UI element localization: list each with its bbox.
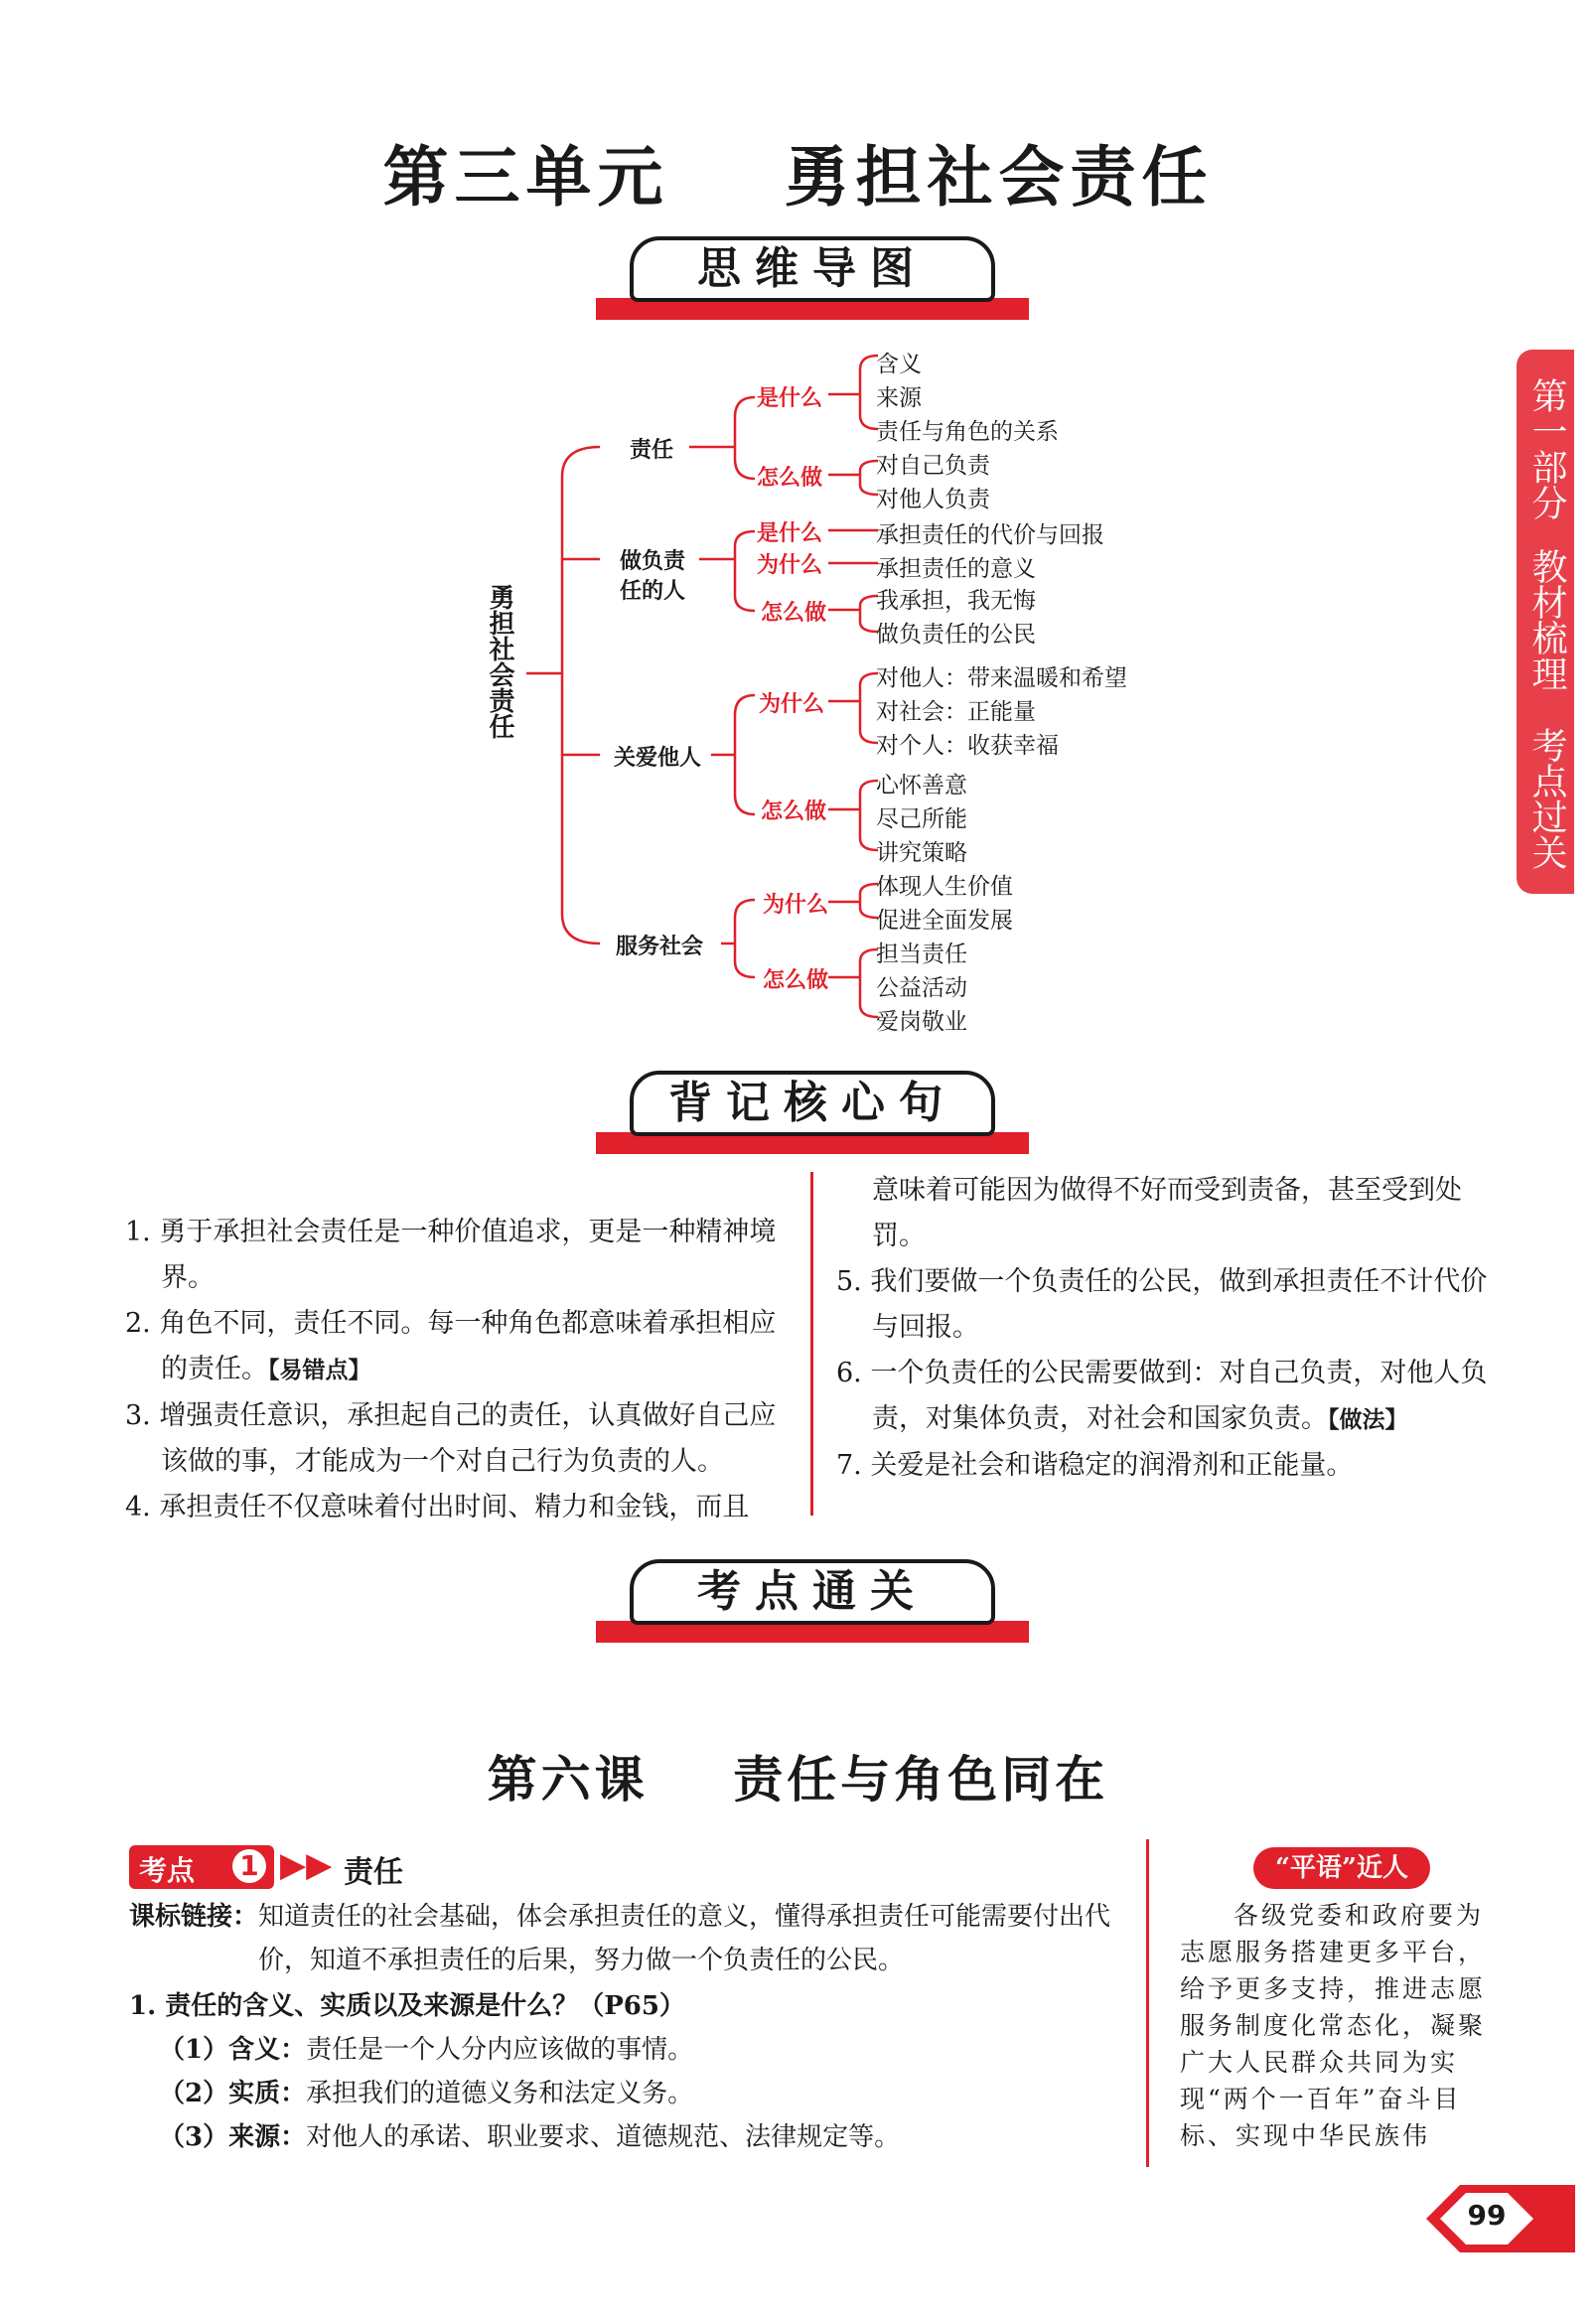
sidebar-divider: [1146, 1839, 1149, 2167]
core-sentence: 7. 关爱是社会和谐稳定的润滑剂和正能量。: [836, 1450, 1354, 1481]
leaf-item: 做负责任的公民: [876, 622, 1036, 648]
curriculum-link: 课标链接：知道责任的社会基础，体会承担责任的意义，懂得承担责任可能需要付出代价，知道不承担责任的后果，努力做一个负责任的公民。: [129, 1902, 1111, 1975]
core-sentence: 6. 一个负责任的公民需要做到：对自己负责，对他人负责，对集体负责，对社会和国家负责。【做法】: [836, 1358, 1488, 1434]
leaf-item: 担当责任: [876, 942, 967, 967]
sidebar-text: 各级党委和政府要为志愿服务搭建更多平台，给予更多支持，推进志愿服务制度化常态化，凝聚广大人民群众共同为实现“两个一百年”奋斗目标、实现中华民族伟: [1180, 1901, 1487, 2150]
core-sentence: 1. 勇于承担社会责任是一种价值追求，更是一种精神境界。: [125, 1217, 777, 1293]
leaf-item: 我承担，我无悔: [876, 588, 1036, 614]
side-tab-section: 教材梳理: [1526, 548, 1567, 691]
leaf-item: 促进全面发展: [876, 908, 1013, 934]
core-sentence: 5. 我们要做一个负责任的公民，做到承担责任不计代价与回报。: [836, 1266, 1488, 1343]
leaf-item: 爱岗敬业: [876, 1009, 967, 1035]
leaf-item: 对自己负责: [876, 453, 990, 479]
method-tag: 【做法】: [1328, 1407, 1408, 1433]
label-what: 是什么: [757, 521, 823, 546]
kaodian-body: [129, 1895, 1128, 2159]
leaf-item: 对个人：收获幸福: [876, 733, 1059, 759]
node-responsibility: 责任: [630, 438, 674, 463]
core-sentence-cont: 意味着可能因为做得不好而受到责备，甚至受到处罚。: [872, 1175, 1462, 1251]
label-how: 怎么做: [761, 601, 827, 626]
leaf-item: 公益活动: [876, 975, 967, 1001]
column-divider: [810, 1172, 813, 1516]
core-sentence: 2. 角色不同，责任不同。每一种角色都意味着承担相应的责任。【易错点】: [125, 1308, 777, 1384]
leaf-item: 来源: [876, 385, 922, 411]
side-tab-sub: 考点过关: [1526, 727, 1567, 870]
mind-map-root: 勇担社会责任: [485, 584, 514, 739]
error-tag: 【易错点】: [268, 1358, 371, 1383]
node-responsible-person-l1: 做负责: [620, 549, 686, 574]
leaf-item: 心怀善意: [876, 773, 967, 798]
kaodian-number: 1: [232, 1849, 266, 1883]
side-tab-part: 第一部分: [1526, 377, 1567, 520]
core-sentence: 3. 增强责任意识，承担起自己的责任，认真做好自己应该做的事，才能成为一个对自己行为负责的人。: [125, 1400, 777, 1477]
leaf-item: 体现人生价值: [876, 874, 1013, 900]
node-care: 关爱他人: [614, 746, 702, 771]
label-how: 怎么做: [757, 466, 823, 491]
node-responsible-person-l2: 任的人: [620, 579, 686, 604]
page-number: 99: [1467, 2199, 1507, 2232]
page-number-badge: [1426, 2185, 1575, 2252]
leaf-item: 讲究策略: [876, 840, 967, 866]
leaf-item: 对他人负责: [876, 487, 990, 512]
leaf-item: 含义: [876, 352, 922, 377]
question-1: 1. 责任的含义、实质以及来源是什么？（P65）: [129, 1991, 685, 2021]
label-why: 为什么: [759, 692, 825, 717]
label-how: 怎么做: [761, 799, 827, 824]
node-serve: 服务社会: [616, 935, 704, 959]
core-left-column: [125, 1210, 795, 1530]
label-why: 为什么: [763, 893, 829, 918]
answer-essence: （2）实质：承担我们的道德义务和法定义务。: [159, 2079, 694, 2108]
mind-map: [0, 0, 1596, 1053]
label-what: 是什么: [757, 386, 823, 411]
leaf-item: 对他人：带来温暖和希望: [876, 665, 1127, 691]
sidebar-title: “平语”近人: [1253, 1847, 1430, 1889]
leaf-item: 责任与角色的关系: [876, 419, 1059, 445]
mind-map-banner-label: 思维导图: [630, 236, 995, 302]
kaodian-label: 考点 1: [129, 1845, 274, 1889]
core-right-column: [836, 1168, 1502, 1489]
core-banner: [590, 1069, 1035, 1154]
core-sentence: 4. 承担责任不仅意味着付出时间、精力和金钱，而且: [125, 1492, 750, 1522]
leaf-item: 对社会：正能量: [876, 699, 1036, 725]
double-arrow-icon: ▶▶: [280, 1845, 333, 1885]
label-how: 怎么做: [763, 968, 829, 993]
unit-title: 第三单元 勇担社会责任: [382, 138, 1214, 216]
lesson-title: 第六课 责任与角色同在: [487, 1750, 1109, 1809]
answer-meaning: （1）含义：责任是一个人分内应该做的事情。: [159, 2035, 694, 2065]
pass-banner-label: 考点通关: [630, 1559, 995, 1625]
core-banner-label: 背记核心句: [630, 1071, 995, 1136]
kaodian-topic: 责任: [344, 1855, 403, 1890]
pass-banner: [590, 1557, 1035, 1643]
leaf-item: 尽己所能: [876, 806, 967, 832]
leaf-item: 承担责任的意义: [876, 556, 1036, 582]
answer-source: （3）来源：对他人的承诺、职业要求、道德规范、法律规定等。: [159, 2122, 901, 2152]
leaf-item: 承担责任的代价与回报: [876, 522, 1104, 548]
label-why: 为什么: [757, 553, 823, 578]
